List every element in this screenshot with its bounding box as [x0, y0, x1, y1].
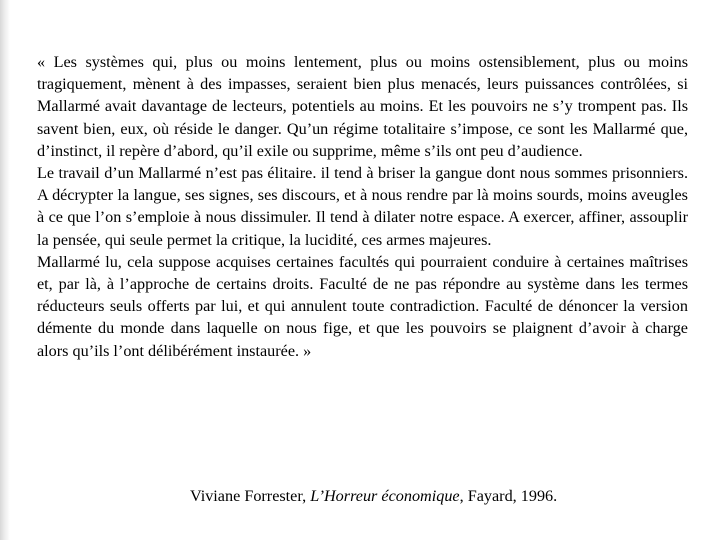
quote-block	[37, 51, 688, 362]
quote-paragraph-3: Mallarmé lu, cela suppose acquises certaines facultés qui pourraient conduire à certaines maîtrises et, par là, à l’approche de certains droits. Faculté de ne pas répondre au système dans les termes réducteurs seuls offerts par lui, et qui annulent toute contradiction. Faculté de dénoncer la version démente du monde dans laquelle on nous fige, et que les pouvoirs se plaignent d’avoir à charge alors qu’ils l’ont délibérément instaurée. »	[37, 252, 688, 360]
citation	[190, 485, 557, 507]
citation-book-title: L’Horreur économique	[310, 487, 460, 505]
citation-author: Viviane Forrester,	[190, 487, 311, 505]
citation-publisher-year: , Fayard, 1996.	[459, 487, 558, 505]
quote-paragraph-1: « Les systèmes qui, plus ou moins lentement, plus ou moins ostensiblement, plus ou moins tragiquement, mènent à des impasses, seraient bien plus menacés, leurs puissances contrôlées, si Mallarmé avait davantage de lecteurs, potentiels au moins. Et les pouvoirs ne s’y trompent pas. Ils savent bien, eux, où réside le danger. Qu’un régime totalitaire s’impose, ce sont les Mallarmé que, d’instinct, il repère d’abord, qu’il exile ou supprime, même s’ils ont peu d’audience.	[37, 53, 688, 160]
quote-paragraph-2: Le travail d’un Mallarmé n’est pas élitaire. il tend à briser la gangue dont nous sommes prisonniers. A décrypter la langue, ses signes, ses discours, et à nous rendre par là moins sourds, moins aveugles à ce que l’on s’emploie à nous dissimuler. Il tend à dilater notre espace. A exercer, affiner, assouplir la pensée, qui seule permet la critique, la lucidité, ces armes majeures.	[37, 164, 688, 249]
page-edge-shadow	[0, 0, 10, 540]
